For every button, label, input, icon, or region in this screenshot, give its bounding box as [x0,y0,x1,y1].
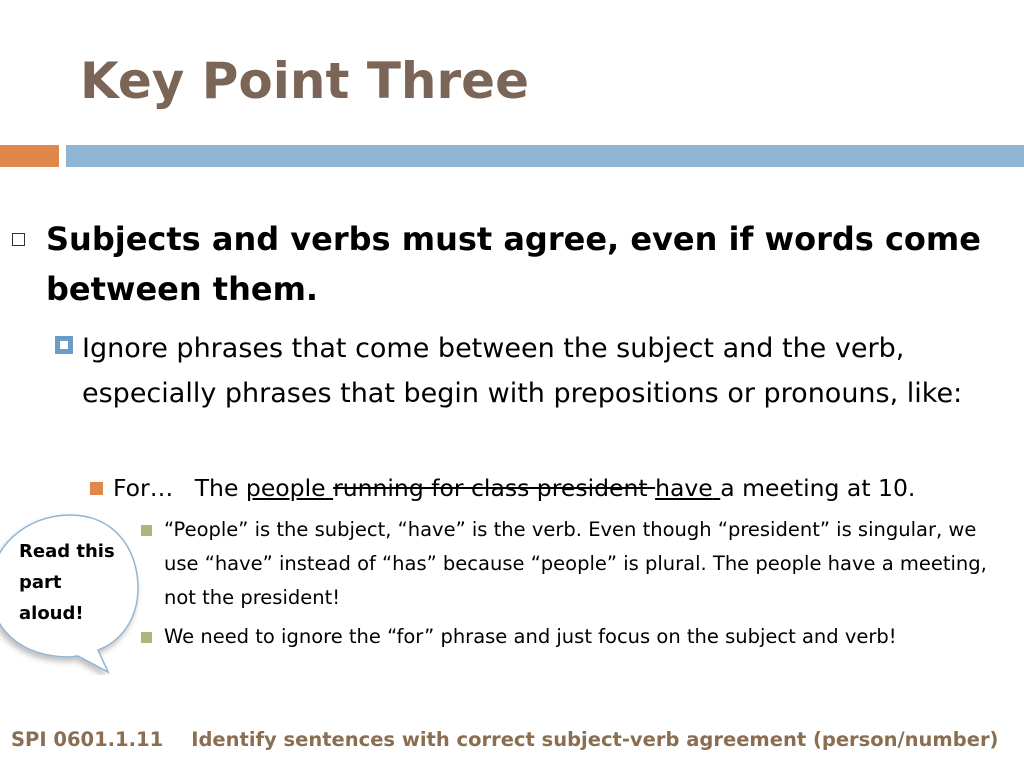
example-label: For… [113,474,174,502]
explanation-point: We need to ignore the “for” phrase and just focus on the subject and verb! [164,625,897,648]
example-rest: a meeting at 10. [720,474,916,502]
footer-standard [11,725,1011,755]
explanation-point: “People” is the subject, “have” is the verb. Even though “president” is singular, we use “have” instead of “has” because “people” is plural. The people have a meeting, not the president! [164,518,987,609]
sub-point: Ignore phrases that come between the subject and the verb, especially phrases that begin with prepositions or pronouns, like: [82,333,963,409]
accent-bar-blue [66,145,1024,167]
callout-text: Read this part aloud! [19,541,115,624]
footer-text: Identify sentences with correct subject-verb agreement (person/number) [191,728,999,751]
square-bullet-icon [55,336,73,354]
example-verb: have [655,474,713,502]
accent-bar-orange [0,145,59,167]
example-subject: people [245,474,326,502]
footer-code: SPI 0601.1.11 [11,728,164,751]
main-point: Subjects and verbs must agree, even if words come between them. [46,220,981,308]
example-sentence [113,471,1018,505]
example-struck-phrase: running for class president [333,474,648,502]
orange-square-bullet-icon [90,482,103,495]
example-article: The [194,474,239,502]
hollow-square-bullet-icon [12,233,25,246]
slide-title: Key Point Three [80,52,529,110]
